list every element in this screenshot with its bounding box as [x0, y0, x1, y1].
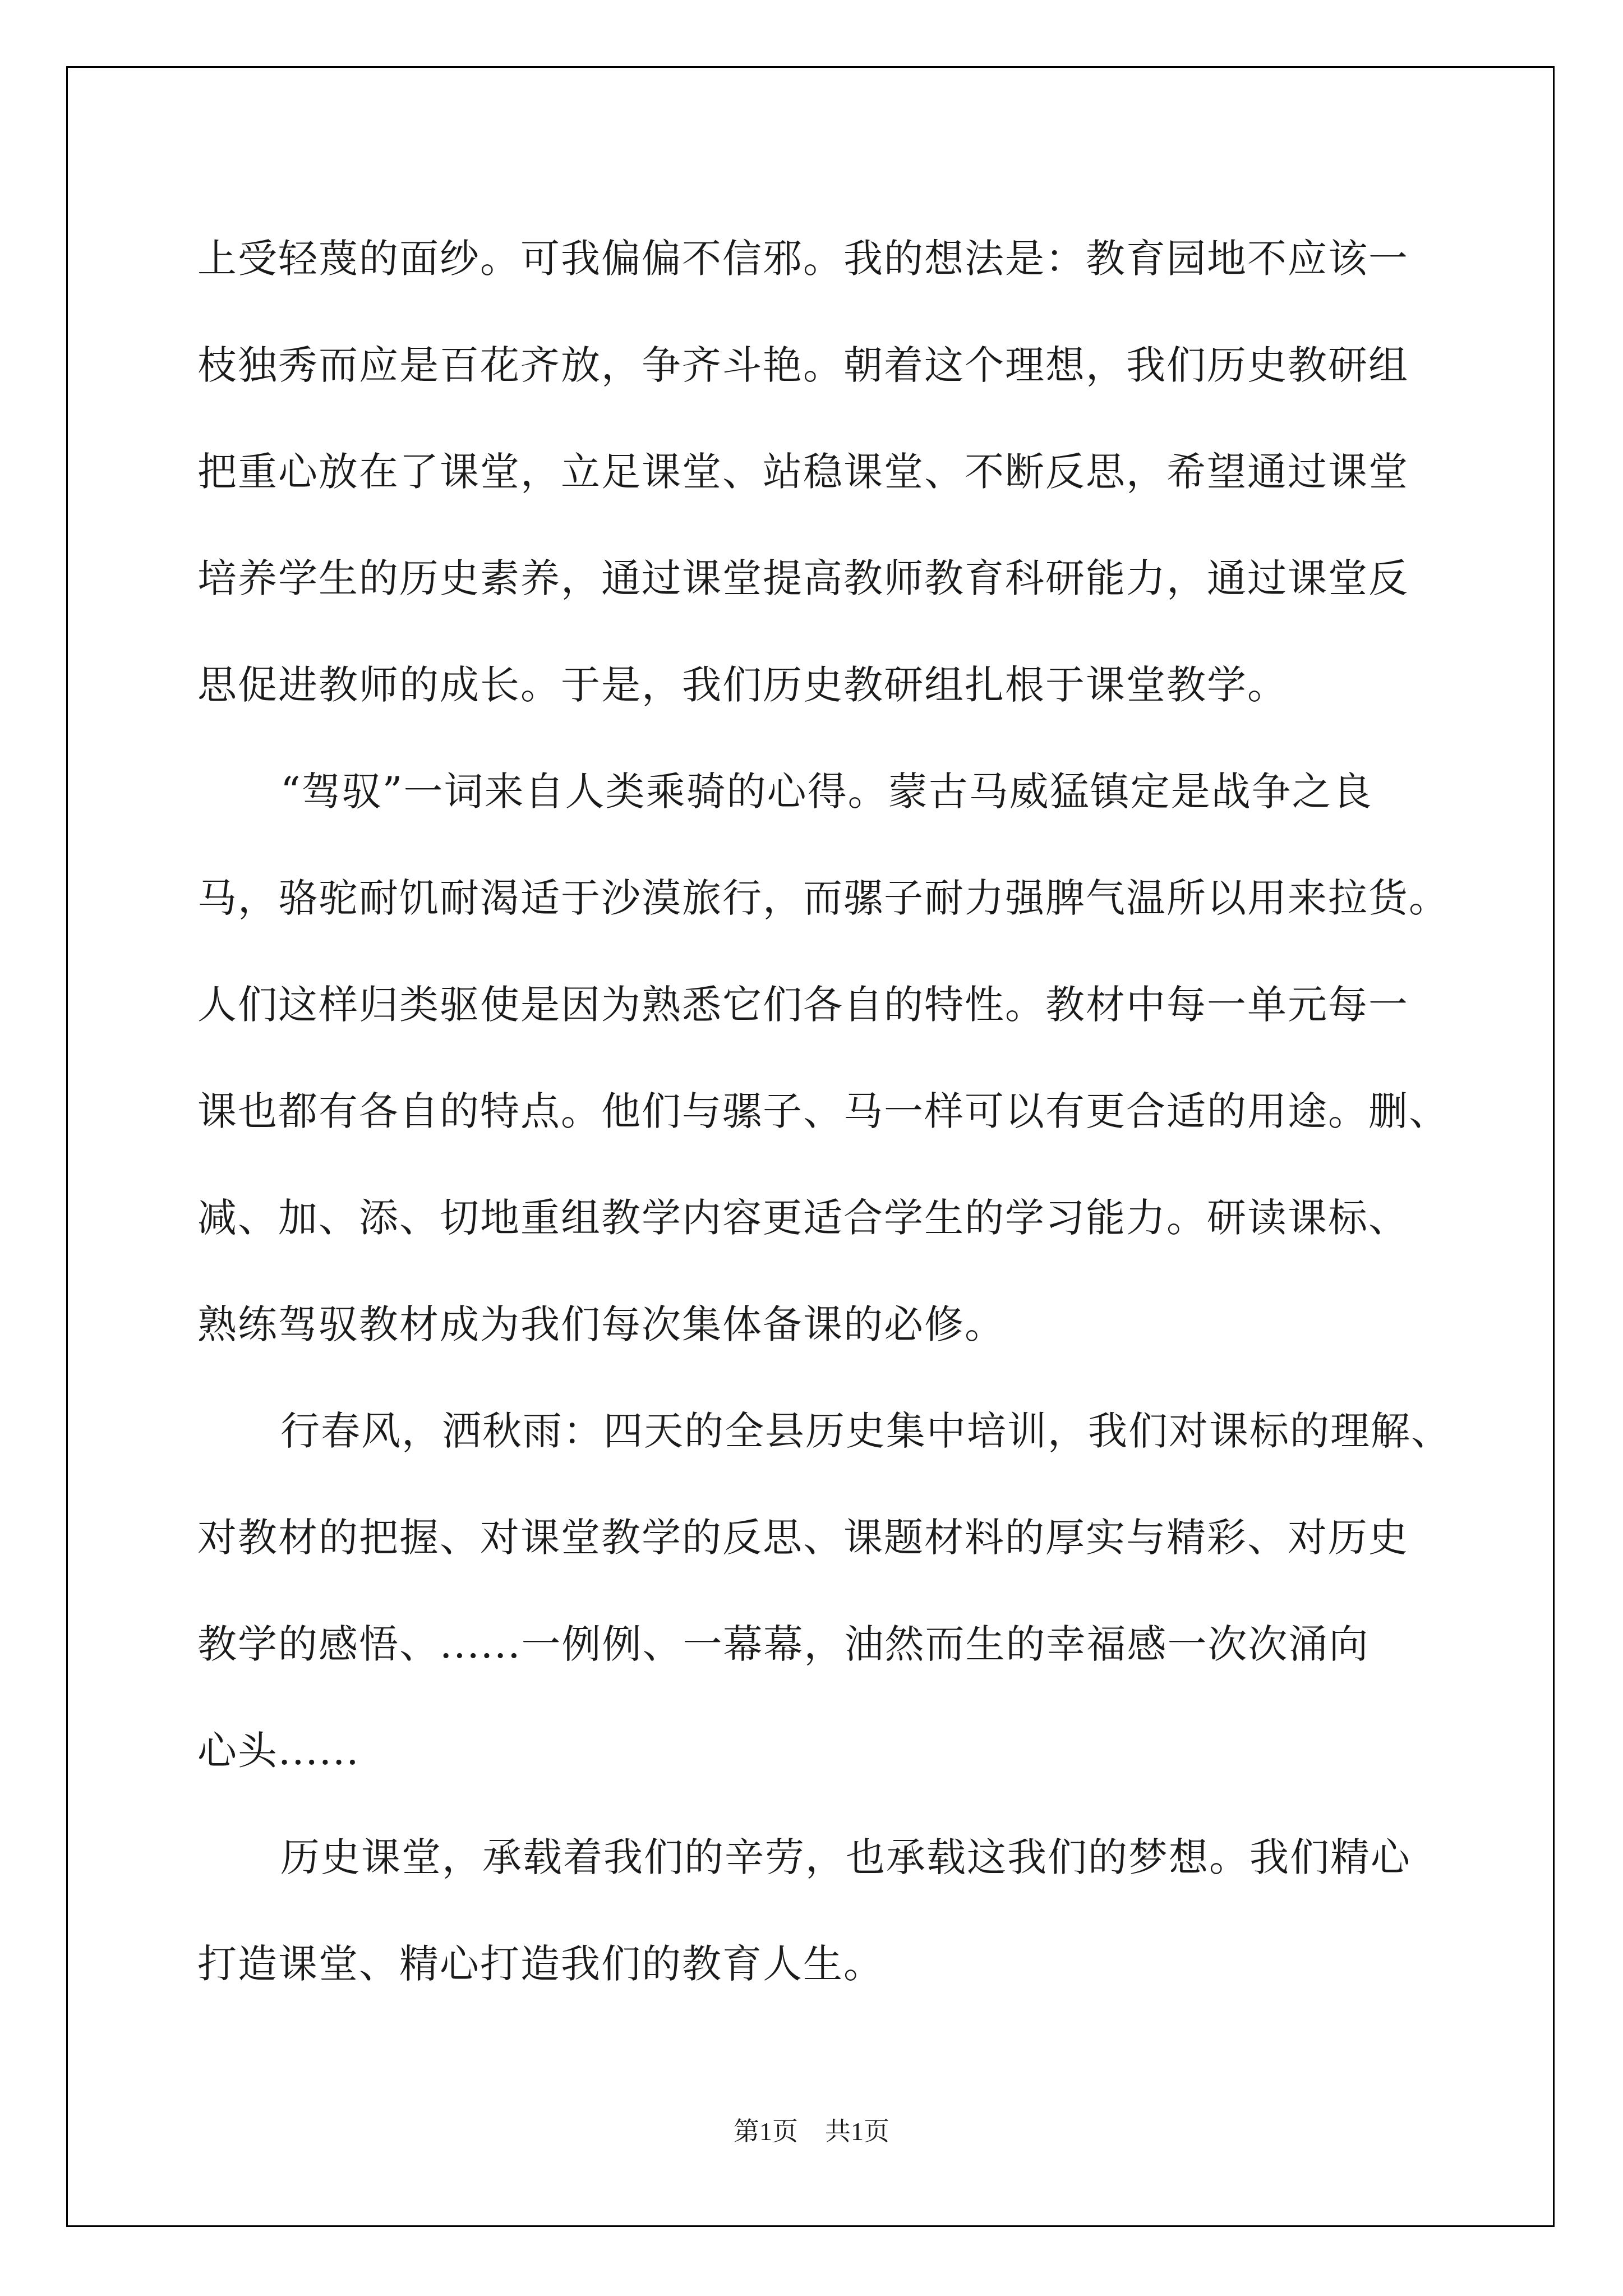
page-number-total: 共1页: [825, 2117, 889, 2146]
paragraph-3-line-4: 心头......: [197, 1728, 360, 1774]
page-number-current: 第1页: [734, 2117, 798, 2146]
paragraph-2-line-4: 课也都有各自的特点。他们与骡子、马一样可以有更合适的用途。删、: [197, 1088, 1449, 1134]
paragraph-1-line-3: 把重心放在了课堂，立足课堂、站稳课堂、不断反思，希望通过课堂: [197, 449, 1409, 495]
paragraph-2-line-5: 减、加、添、切地重组教学内容更适合学生的学习能力。研读课标、: [197, 1195, 1409, 1241]
paragraph-1-line-2: 枝独秀而应是百花齐放，争齐斗艳。朝着这个理想，我们历史教研组: [197, 342, 1409, 388]
paragraph-1-line-5: 思促进教师的成长。于是，我们历史教研组扎根于课堂教学。: [197, 662, 1288, 708]
paragraph-4-line-2: 打造课堂、精心打造我们的教育人生。: [197, 1941, 884, 1987]
paragraph-3-line-2: 对教材的把握、对课堂教学的反思、课题材料的厚实与精彩、对历史: [197, 1515, 1409, 1561]
paragraph-1-line-1: 上受轻蔑的面纱。可我偏偏不信邪。我的想法是：教育园地不应该一: [197, 236, 1409, 282]
paragraph-3-line-1: 行春风，洒秋雨：四天的全县历史集中培训，我们对课标的理解、: [280, 1408, 1451, 1454]
paragraph-2-line-1: “驾驭”一词来自人类乘骑的心得。蒙古马威猛镇定是战争之良: [280, 769, 1373, 815]
paragraph-1-line-4: 培养学生的历史素养，通过课堂提高教师教育科研能力，通过课堂反: [197, 555, 1409, 601]
paragraph-2-line-6: 熟练驾驭教材成为我们每次集体备课的必修。: [197, 1301, 1005, 1347]
paragraph-3-line-3: 教学的感悟、......一例例、一幕幕，油然而生的幸福感一次次涌向: [197, 1621, 1370, 1667]
paragraph-4-line-1: 历史课堂，承载着我们的辛劳，也承载这我们的梦想。我们精心: [280, 1834, 1411, 1880]
paragraph-2-line-3: 人们这样归类驱使是因为熟悉它们各自的特性。教材中每一单元每一: [197, 982, 1409, 1028]
page-footer: [0, 2111, 1623, 2148]
paragraph-2-line-2: 马，骆驼耐饥耐渴适于沙漠旅行，而骡子耐力强脾气温所以用来拉货。: [197, 875, 1449, 921]
document-body: [197, 205, 1451, 2017]
